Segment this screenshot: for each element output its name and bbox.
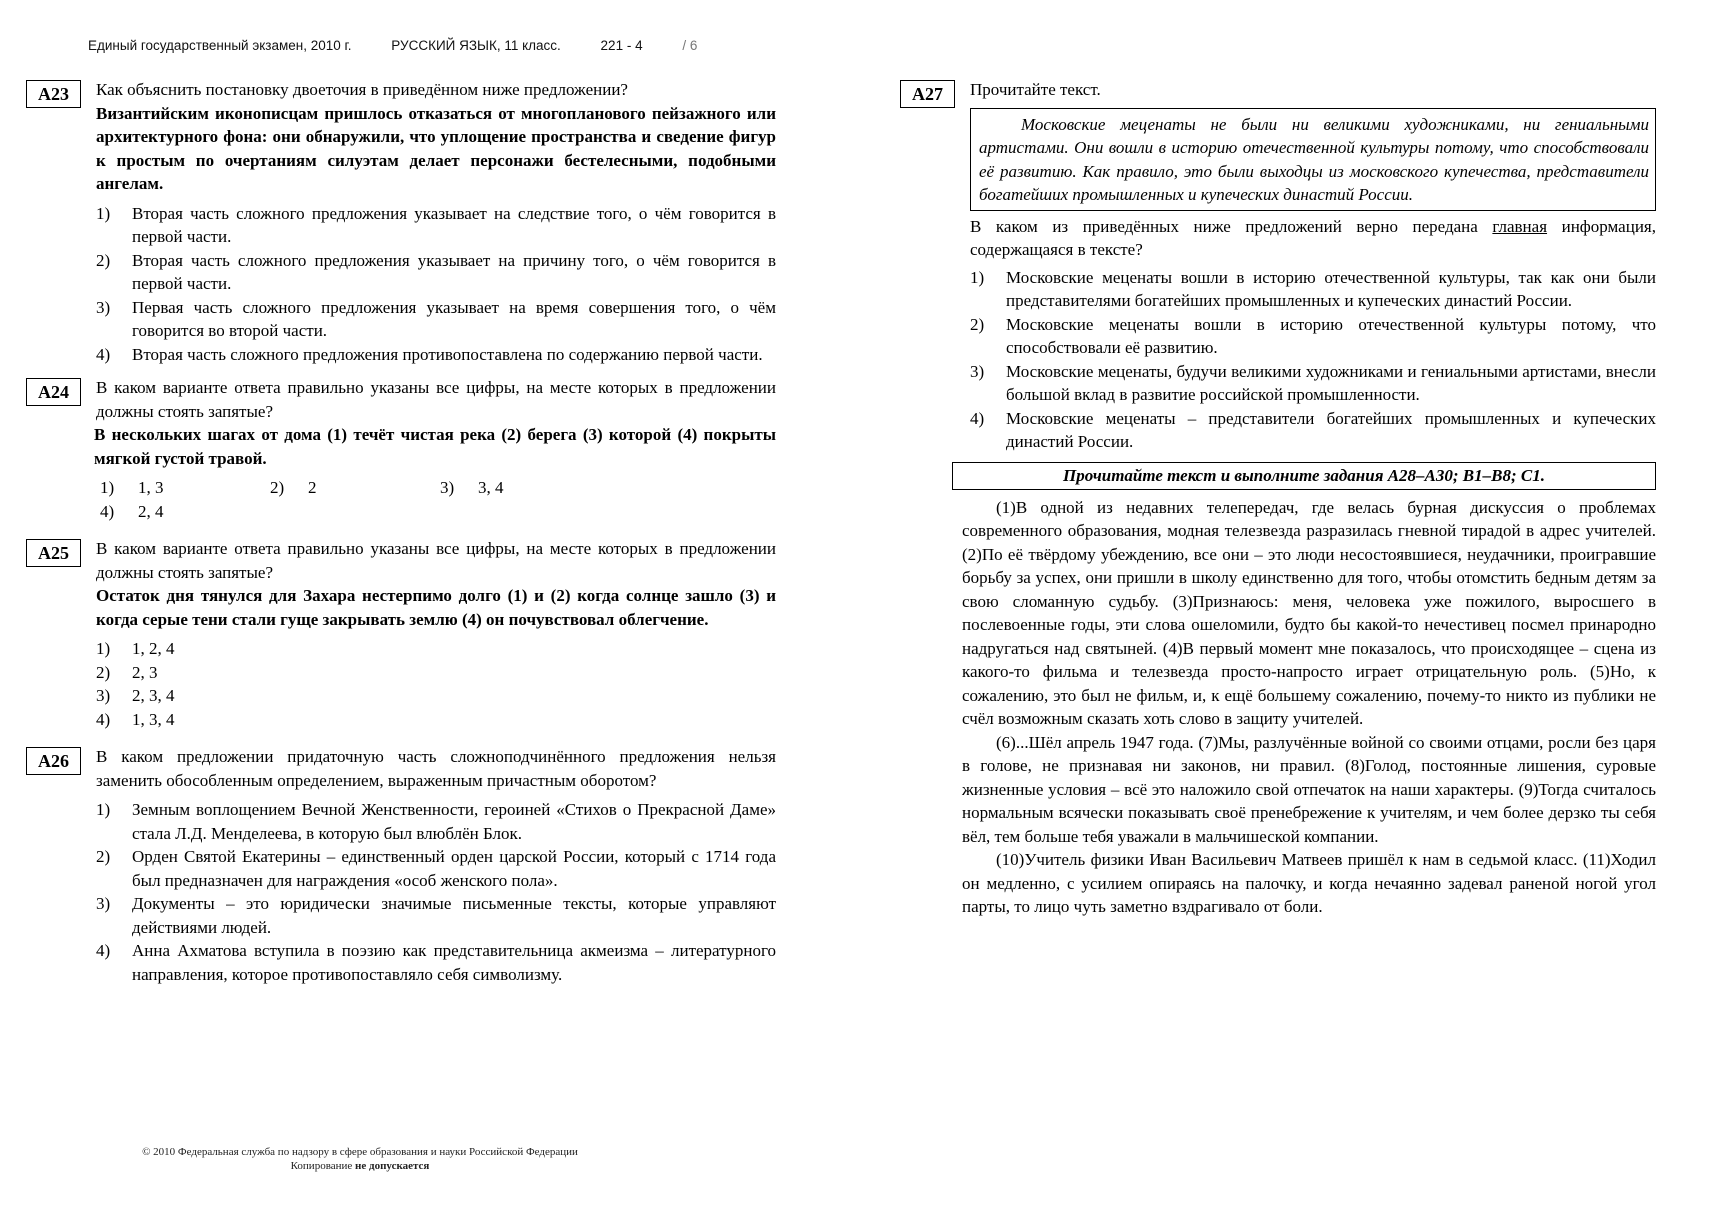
answer-option[interactable]: 1) 1, 3 <box>100 478 164 497</box>
answer-option[interactable]: 4) Вторая часть сложного предложения противопоставлена по содержанию первой части. <box>96 344 763 364</box>
task-question: В каком варианте ответа правильно указаны все цифры, на месте которых в предложении должны стоять запятые? <box>96 378 776 421</box>
answer-options <box>96 202 776 367</box>
answer-option[interactable]: 2) Орден Святой Екатерины – единственный орден царской России, который с 1714 года был предназначен для награждения «особ женского пола». <box>96 847 776 890</box>
answer-option[interactable]: 4) 1, 3, 4 <box>96 709 175 729</box>
subject-title: РУССКИЙ ЯЗЫК, 11 класс. <box>391 38 561 53</box>
page-header <box>88 38 769 53</box>
answer-option[interactable]: 2) Московские меценаты вошли в историю отечественной культуры потому, что способствовали её развитию. <box>970 314 1656 357</box>
task-question: В каком предложении придаточную часть сложноподчинённого предложения нельзя заменить обособленным определением, выраженным причастным оборотом? <box>96 747 776 790</box>
answer-option[interactable]: 1) Московские меценаты вошли в историю отечественной культуры, так как они были представителями богатейших промышленных и купеческих династий России. <box>970 267 1656 310</box>
footer <box>40 1145 680 1173</box>
answer-option[interactable]: 2) 2 <box>270 478 317 497</box>
answer-option[interactable]: 2) 2, 3 <box>96 662 158 682</box>
answer-option[interactable]: 3) Документы – это юридически значимые письменные тексты, которые управляют действиями людей. <box>96 894 776 937</box>
task-a23 <box>26 78 776 366</box>
task-sentence: В нескольких шагах от дома (1) течёт чистая река (2) берега (3) которой (4) покрыты мягкой густой травой. <box>94 425 776 468</box>
task-question: В каком варианте ответа правильно указаны все цифры, на месте которых в предложении должны стоять запятые? <box>96 539 776 582</box>
text-paragraph: (10)Учитель физики Иван Васильевич Матвеев пришёл к нам в седьмой класс. (11)Ходил он медленно, с усилием опираясь на палочку, и когда нечаянно задевал раненой ногой угол парты, то лицо чуть заметно вздрагивало от боли. <box>962 850 1656 916</box>
answer-option[interactable]: 4) Анна Ахматова вступила в поэзию как представительница акмеизма – литературного направления, которое противопоставляло себя символизму. <box>96 941 776 984</box>
answer-option[interactable]: 4) 2, 4 <box>100 501 164 521</box>
answer-options <box>970 266 1656 454</box>
answer-option[interactable]: 3) Первая часть сложного предложения указывает на время совершения того, о чём говорится во второй части. <box>96 297 776 340</box>
copy-notice: Копирование не допускается <box>290 1160 430 1172</box>
task-code: A25 <box>26 539 81 567</box>
left-column <box>26 78 776 986</box>
text-paragraph: (1)В одной из недавних телепередач, где велась бурная дискуссия о проблемах современного образования, модная телезвезда разразилась гневной тирадой в адрес учителей. (2)По её твёрдому убеждению, все они – это люди несостоявшиеся, неудачники, проигравшие борьбу за успех, они пришли в школу единственно для того, чтобы отомстить бедным детям за свою сломанную судьбу. (3)Признаюсь: меня, человека уже пожилого, выросшего в послевоенные годы, эти слова ошеломили, будто бы какой-то нечестивец посмел принародно надругаться над святыней. (4)В первый момент мне показалось, что происходящее – сцена из какого-то фильма и телезвезда просто-напросто играет отрицательную роль. (5)Но, к сожалению, это был не фильм, и, к ещё большему сожалению, почему-то никто из публики не счёл возможным сказать хоть слово в защиту учителей. <box>962 497 1656 728</box>
copyright-line: © 2010 Федеральная служба по надзору в сфере образования и науки Российской Федерации <box>142 1146 578 1158</box>
answer-option[interactable]: 2) Вторая часть сложного предложения указывает на причину того, о чём говорится в первой части. <box>96 250 776 293</box>
task-question: В каком из приведённых ниже предложений верно передана главная информация, содержащаяся в тексте? <box>970 216 1656 259</box>
quote-text: Московские меценаты не были ни великими художниками, ни гениальными артистами. Они вошли в историю отечественной культуры потому, что способствовали её развитию. Как правило, это были выходцы из московского купечества, представители богатейших промышленных и купеческих династий России. <box>979 114 1649 204</box>
quote-box <box>970 108 1656 211</box>
answer-option[interactable]: 1) Земным воплощением Вечной Женственности, героиней «Стихов о Прекрасной Даме» стала Л.Д. Менделеева, в которую был влюблён Блок. <box>96 800 776 843</box>
right-column <box>900 78 1656 919</box>
answer-options <box>96 637 776 731</box>
task-code: A27 <box>900 80 955 108</box>
answer-option[interactable]: 4) Московские меценаты – представители богатейших промышленных и купеческих династий России. <box>970 408 1656 451</box>
task-code: A26 <box>26 747 81 775</box>
text-paragraph: (6)...Шёл апрель 1947 года. (7)Мы, разлучённые войной со своими отцами, росли без царя в голове, не признавая ни законов, ни правил. (8)Голод, постоянные лишения, суровые жизненные условия – всё это наложило свой отпечаток на наши характеры. (9)Тогда считалось нормальным всячески показывать своё пренебрежение к учителям, и чем более дерзко ты себя вёл, тем больше тебя уважали в мальчишеской компании. <box>962 732 1656 846</box>
task-sentence: Остаток дня тянулся для Захара нестерпимо долго (1) и (2) когда солнце зашло (3) и когда серые тени стали гуще закрывать землю (4) он почувствовал облегчение. <box>96 586 776 629</box>
reading-text <box>952 496 1656 919</box>
task-sentence: Византийским иконописцам пришлось отказаться от многопланового пейзажного или архитектурного фона: они обнаружили, что уплощение пространства и сведение фигур к простым по очертаниям силуэтам делает персонажи бестелесными, подобными ангелам. <box>96 103 776 193</box>
answer-options <box>100 476 776 523</box>
task-code: A24 <box>26 378 81 406</box>
instructions-banner: Прочитайте текст и выполните задания А28–А30; В1–В8; С1. <box>952 462 1656 490</box>
task-a26 <box>26 745 776 986</box>
answer-options <box>96 798 776 986</box>
answer-option[interactable]: 1) Вторая часть сложного предложения указывает на следствие того, о чём говорится в первой части. <box>96 203 776 246</box>
task-code: A23 <box>26 80 81 108</box>
answer-option[interactable]: 3) 2, 3, 4 <box>96 686 175 705</box>
task-intro: Прочитайте текст. <box>970 80 1101 99</box>
answer-option[interactable]: 1) 1, 2, 4 <box>96 639 175 658</box>
answer-option[interactable]: 3) 3, 4 <box>440 478 504 497</box>
task-question: Как объяснить постановку двоеточия в приведённом ниже предложении? <box>96 80 628 99</box>
page-number: 221 - 4 / 6 <box>600 38 698 53</box>
exam-title: Единый государственный экзамен, 2010 г. <box>88 38 352 53</box>
task-a27 <box>900 78 1656 454</box>
task-a25 <box>26 537 776 731</box>
task-a24 <box>26 376 776 523</box>
answer-option[interactable]: 3) Московские меценаты, будучи великими художниками и гениальными артистами, внесли большой вклад в развитие российской промышленности. <box>970 361 1656 404</box>
